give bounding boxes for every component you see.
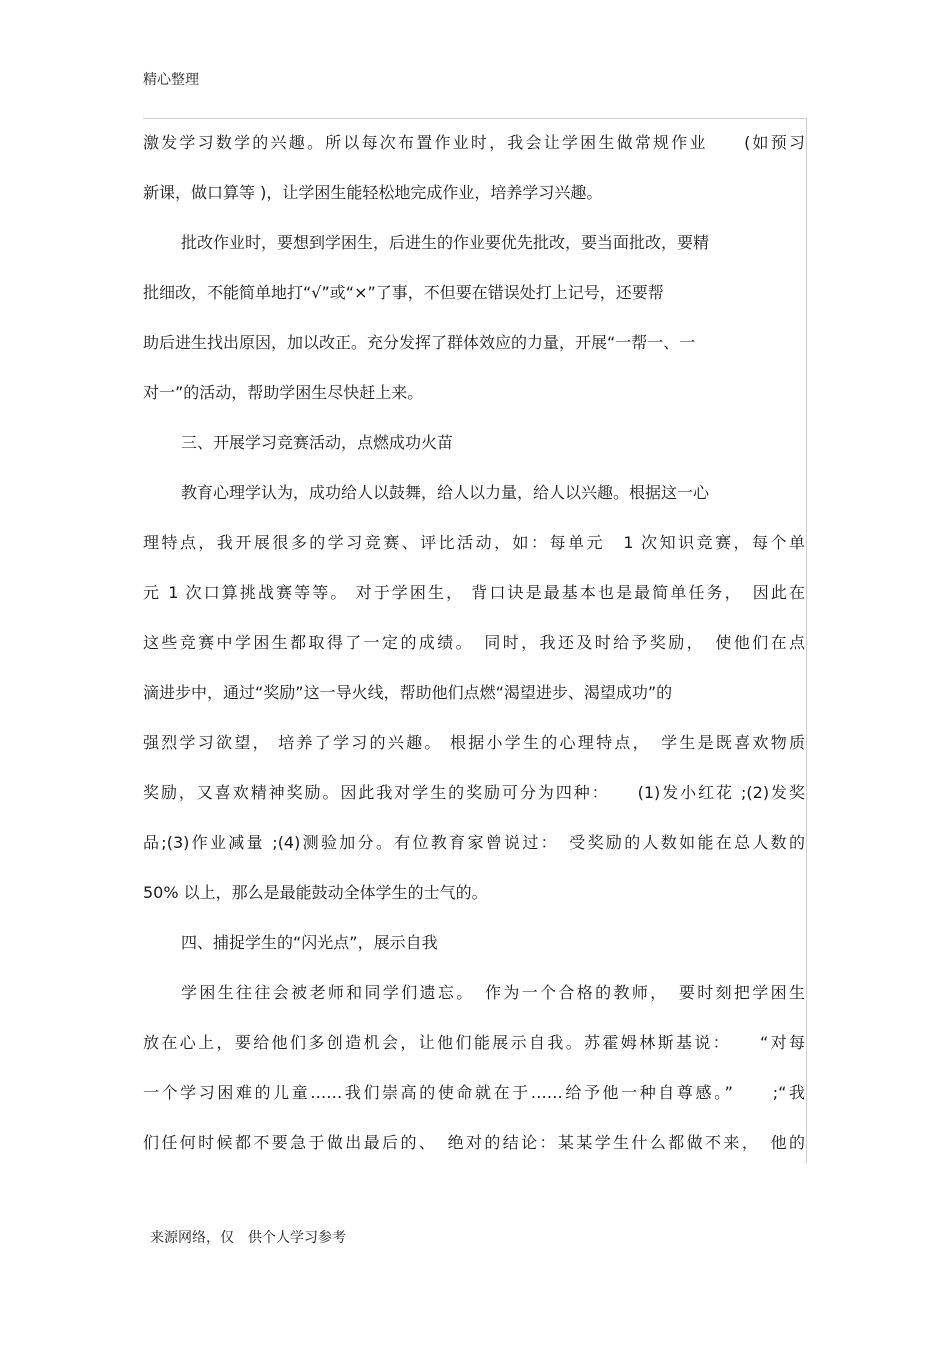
text-line: 们任何时候都不要急于做出最后的、 绝对的结论：某某学生什么都做不来， 他的 — [143, 1133, 805, 1152]
paragraph-start-line: 教育心理学认为，成功给人以鼓舞，给人以力量，给人以兴趣。根据这一心 — [181, 483, 710, 502]
page-footer: 来源网络，仅 供个人学习参考 — [150, 1230, 346, 1246]
text-line: 批细改，不能简单地打“√”或“×”了事，不但要在错误处打上记号，还要帮 — [143, 283, 664, 302]
text-line: 对一”的活动，帮助学困生尽快赶上来。 — [143, 383, 424, 402]
paragraph-start-line: 批改作业时，要想到学困生，后进生的作业要优先批改，要当面批改，要精 — [181, 233, 710, 252]
text-line: 品;(3)作业减量 ;(4)测验加分。有位教育家曾说过： 受奖励的人数如能在总人数的 — [143, 833, 805, 852]
text-line: 这些竞赛中学困生都取得了一定的成绩。 同时，我还及时给予奖励， 使他们在点 — [143, 633, 805, 652]
text-line: 强烈学习欲望， 培养了学习的兴趣。 根据小学生的心理特点， 学生是既喜欢物质 — [143, 733, 805, 752]
section-heading: 三、开展学习竞赛活动，点燃成功火苗 — [181, 433, 454, 452]
text-line: 50% 以上，那么是最能鼓动全体学生的士气的。 — [143, 883, 488, 902]
text-line: 一个学习困难的儿童……我们崇高的使命就在于……给予他一种自尊感。” ;“我 — [143, 1083, 805, 1102]
page-header: 精心整理 — [143, 72, 199, 88]
text-line: 理特点，我开展很多的学习竞赛、评比活动，如：每单元 1 次知识竞赛，每个单 — [143, 533, 805, 552]
section-heading: 四、捕捉学生的“闪光点”，展示自我 — [181, 933, 438, 952]
text-line: 放在心上，要给他们多创造机会，让他们能展示自我。苏霍姆林斯基说： “对每 — [143, 1033, 805, 1052]
text-line: 元 1 次口算挑战赛等等。 对于学困生， 背口诀是最基本也是最简单任务， 因此在 — [143, 583, 805, 602]
text-line: 助后进生找出原因，加以改正。充分发挥了群体效应的力量，开展“一帮一、一 — [143, 333, 696, 352]
text-line: 滴进步中，通过“奖励”这一导火线，帮助他们点燃“渴望进步、渴望成功”的 — [143, 683, 673, 702]
text-line: 新课，做口算等 )，让学困生能轻松地完成作业，培养学习兴趣。 — [143, 183, 603, 202]
paragraph-start-line: 学困生往往会被老师和同学们遗忘。 作为一个合格的教师， 要时刻把学困生 — [181, 983, 805, 1002]
text-line: 奖励，又喜欢精神奖励。因此我对学生的奖励可分为四种： (1)发小红花 ;(2)发奖 — [143, 783, 805, 802]
frame-right-border — [806, 118, 807, 1163]
text-line: 激发学习数学的兴趣。所以每次布置作业时，我会让学困生做常规作业 (如预习 — [143, 133, 805, 152]
